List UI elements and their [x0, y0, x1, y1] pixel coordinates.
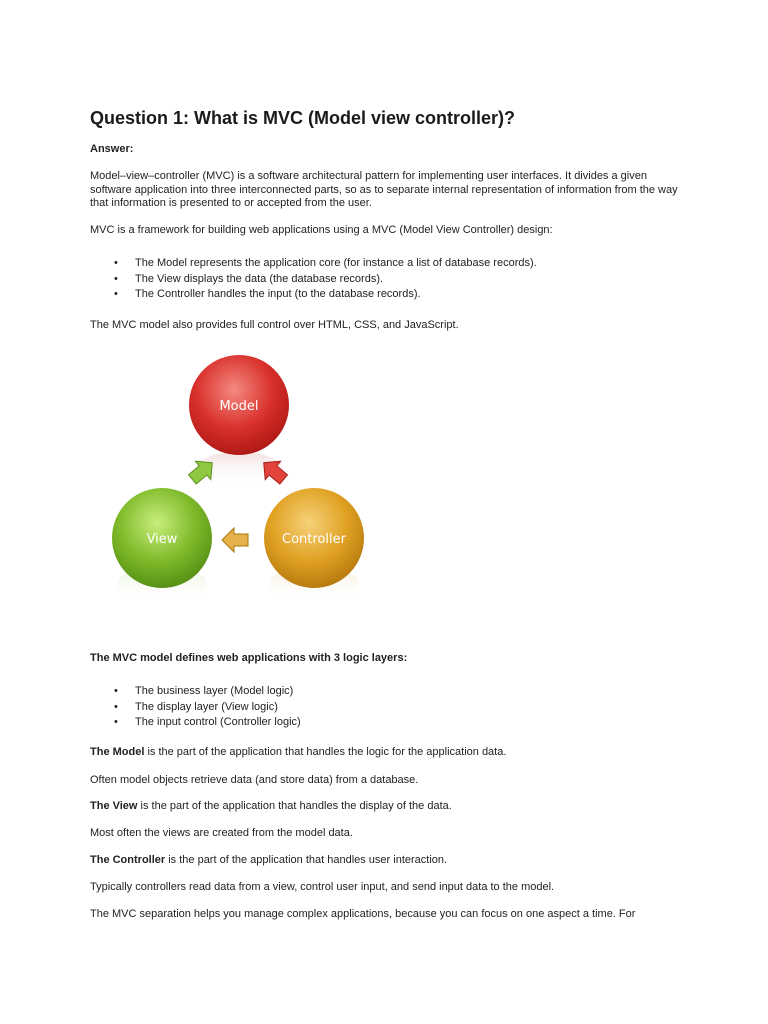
layers-list: [90, 684, 301, 731]
model-term: The Model: [90, 746, 145, 758]
list-item: • The View displays the data (the database records).: [90, 272, 537, 288]
control-sentence: The MVC model also provides full control over HTML, CSS, and JavaScript.: [90, 319, 459, 331]
controller-node: [264, 488, 364, 588]
view-node: [112, 488, 212, 588]
controller-desc: is the part of the application that handles user interaction.: [165, 854, 448, 866]
view-definition: [90, 800, 680, 814]
controller-note: Typically controllers read data from a view, control user input, and send input data to the model.: [90, 881, 555, 893]
model-node: [189, 355, 289, 455]
list-item: • The display layer (View logic): [90, 700, 301, 716]
view-note: Most often the views are created from the model data.: [90, 827, 353, 839]
model-note: Often model objects retrieve data (and store data) from a database.: [90, 774, 419, 786]
intro-paragraph: Model–view–controller (MVC) is a software architectural pattern for implementing user interfaces. It divides a given software application into three interconnected parts, so as to separate internal representation of information from the way that information is presented to or accepted from the user.: [90, 170, 678, 209]
mvc-diagram: [100, 348, 380, 608]
model-label: Model: [219, 399, 259, 414]
framework-sentence: MVC is a framework for building web applications using a MVC (Model View Controller) design:: [90, 224, 553, 236]
answer-label: Answer:: [90, 143, 134, 155]
layers-heading: The MVC model defines web applications with 3 logic layers:: [90, 652, 408, 664]
view-term: The View: [90, 800, 138, 812]
model-desc: is the part of the application that handles the logic for the application data.: [144, 746, 507, 758]
view-label: View: [146, 532, 178, 547]
list-item: • The Model represents the application core (for instance a list of database records).: [90, 256, 537, 272]
page-title: Question 1: What is MVC (Model view controller)?: [90, 108, 516, 128]
controller-label: Controller: [282, 532, 346, 547]
view-desc: is the part of the application that handles the display of the data.: [137, 800, 452, 812]
list-item: • The business layer (Model logic): [90, 684, 301, 700]
list-item: • The Controller handles the input (to the database records).: [90, 287, 537, 303]
list-item: • The input control (Controller logic): [90, 715, 301, 731]
controller-term: The Controller: [90, 854, 166, 866]
model-definition: [90, 746, 680, 760]
design-points-list: [90, 256, 537, 303]
separation-sentence: The MVC separation helps you manage complex applications, because you can focus on one aspect a time. For: [90, 908, 636, 920]
controller-to-view-arrow: [222, 528, 248, 552]
controller-definition: [90, 854, 680, 868]
